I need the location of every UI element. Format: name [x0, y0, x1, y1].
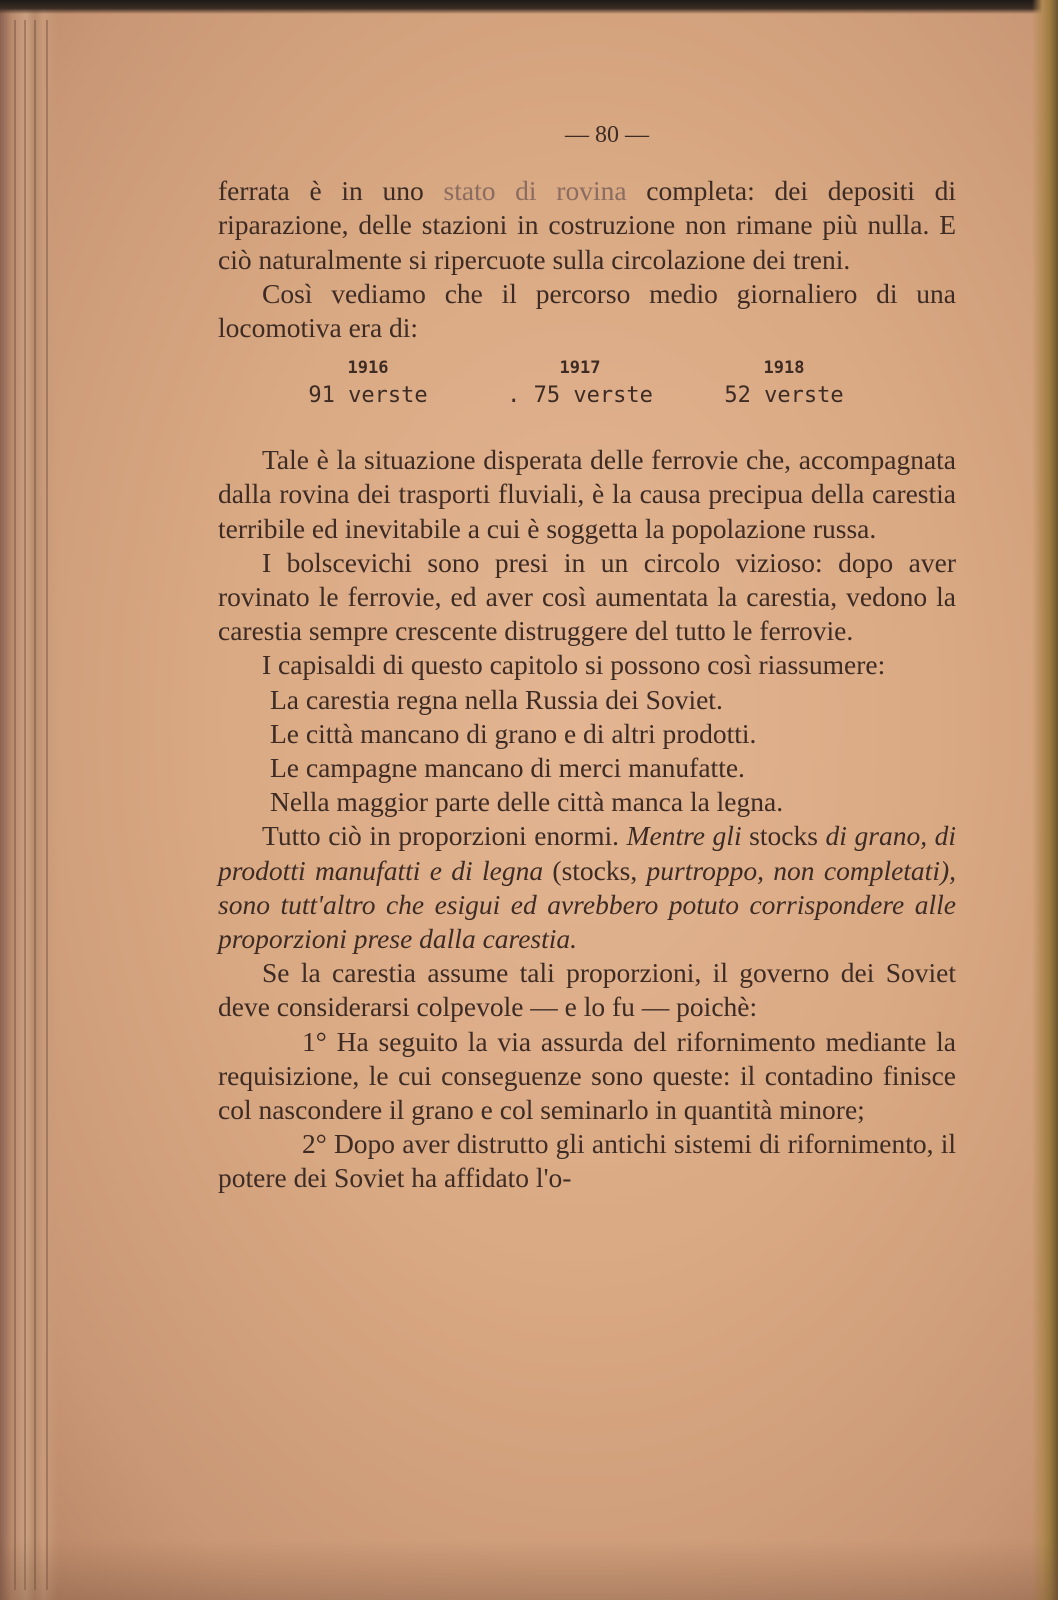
stat-value: 91 verste	[308, 383, 428, 409]
stat-value: 52 verste	[724, 383, 844, 409]
paragraph-5: I capisaldi di questo capitolo si possono così riassumere:	[262, 649, 886, 681]
stat-year: 1916	[347, 358, 389, 379]
summary-item: La carestia regna nella Russia dei Soviet.	[270, 683, 723, 715]
stat-value: . 75 verste	[507, 383, 653, 409]
daily-distance-table	[218, 355, 956, 435]
right-page-edge	[1032, 0, 1058, 1600]
paragraph-1: ferrata è in uno stato di rovina completa: dei depositi di riparazione, delle stazioni in costruzione non rimane più nulla. E ciò naturalmente si ripercuote sulla circolazione dei treni.	[218, 175, 957, 275]
page-edge	[14, 20, 16, 1590]
paragraph-3: Tale è la situazione disperata delle ferrovie che, accompagnata dalla rovina dei trasporti fluviali, è la causa precipua della carestia terribile ed inevitabile a cui è soggetta la popolazione russa.	[218, 444, 956, 544]
paragraph-6: Tutto ciò in proporzioni enormi. Mentre gli stocks di grano, di prodotti manufatti e di legna (stocks, purtroppo, non completati), sono tutt'altro che esigui ed avrebbero potuto corrispondere alle proporzioni prese dalla carestia.	[218, 820, 957, 955]
paragraph-7: Se la carestia assume tali proporzioni, il governo dei Soviet deve considerarsi colpevole — e lo fu — poichè:	[218, 957, 956, 1023]
page-edge	[46, 20, 48, 1590]
stat-year: 1918	[763, 358, 805, 379]
point-1: 1° Ha seguito la via assurda del rifornimento mediante la requisizione, le cui conseguenze sono queste: il contadino finisce col nascondere il grano e col seminarlo in quantità minore;	[218, 1025, 956, 1126]
point-2: 2° Dopo aver distrutto gli antichi sistemi di rifornimento, il potere dei Soviet ha affidato l'o-	[218, 1128, 956, 1194]
bottom-shadow	[0, 1540, 1058, 1600]
stat-year: 1917	[559, 358, 601, 379]
stat-1916	[268, 355, 468, 411]
stat-1918	[684, 355, 884, 411]
summary-item: Nella maggior parte delle città manca la legna.	[270, 786, 784, 818]
page-number: — 80 —	[565, 122, 649, 148]
top-shadow	[0, 0, 1058, 14]
stat-1917	[480, 355, 680, 411]
paragraph-4: I bolscevichi sono presi in un circolo vizioso: dopo aver rovinato le ferrovie, ed aver così aumentata la carestia, vedono la carestia sempre crescente distruggere del tutto le ferrovie.	[218, 546, 956, 647]
page-text	[218, 118, 956, 1196]
summary-item: Le città mancano di grano e di altri prodotti.	[270, 717, 757, 749]
paragraph-2: Così vediamo che il percorso medio giornaliero di una locomotiva era di:	[218, 277, 956, 344]
page-edge	[24, 20, 26, 1590]
page-edge	[34, 20, 36, 1590]
book-binding	[0, 0, 58, 1600]
summary-item: Le campagne mancano di merci manufatte.	[270, 752, 745, 784]
